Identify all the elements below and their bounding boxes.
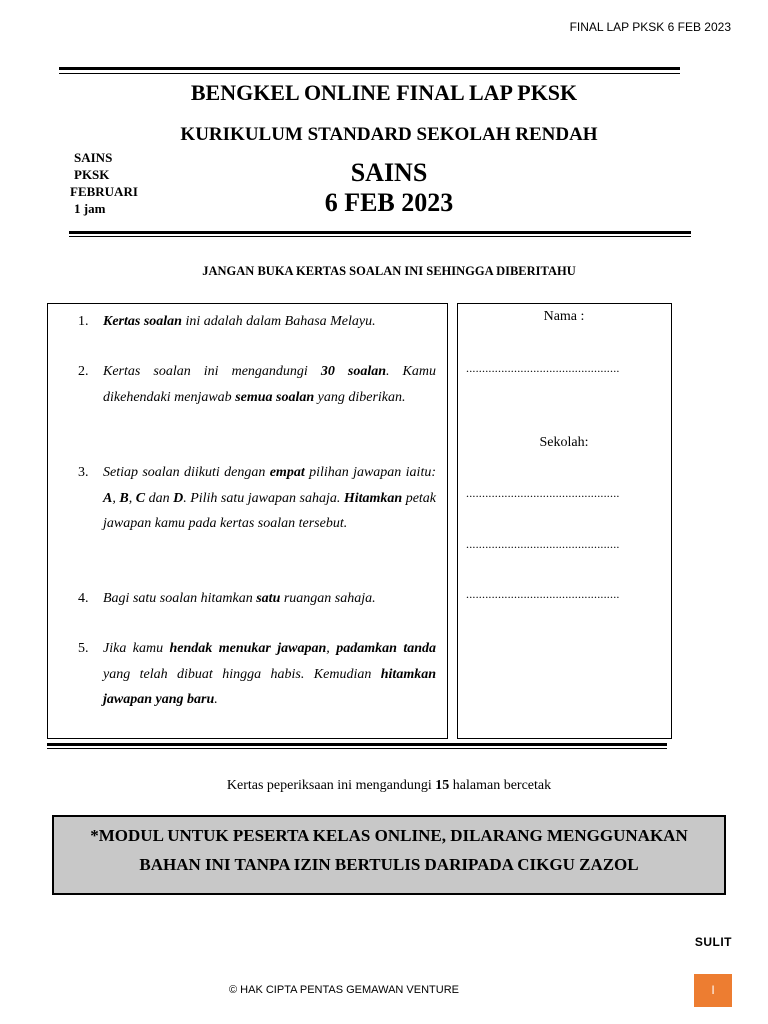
instruction-fragment: . Kamu dikehendaki menjawab	[103, 364, 437, 405]
instruction-text	[103, 309, 436, 335]
instruction-number: 5.	[78, 641, 89, 656]
copyright-notice-box	[52, 815, 726, 895]
page-number-badge: I	[694, 974, 732, 1007]
school-label: Sekolah:	[539, 435, 589, 450]
instruction-fragment: ,	[112, 490, 120, 506]
instruction-emphasis: satu	[256, 591, 281, 606]
instruction-fragment: .	[214, 692, 218, 707]
curriculum-title: KURIKULUM STANDARD SEKOLAH RENDAH	[180, 124, 598, 145]
page-count-value: 15	[435, 778, 450, 793]
instruction-fragment: yang diberikan.	[314, 389, 406, 405]
top-rule-thick	[59, 67, 680, 70]
notice-line-2: BAHAN INI TANPA IZIN BERTULIS DARIPADA CIKGU ZAZOL	[139, 855, 639, 874]
top-rule-thin	[59, 73, 680, 74]
instruction-fragment: ruangan sahaja.	[280, 591, 376, 606]
instruction-item	[78, 636, 436, 713]
page-count-post: halaman bercetak	[449, 778, 552, 793]
instruction-number: 3.	[78, 465, 89, 480]
instruction-item	[78, 460, 436, 537]
meta-month: FEBRUARI	[70, 184, 138, 199]
workshop-title: BENGKEL ONLINE FINAL LAP PKSK	[190, 80, 578, 105]
instruction-number: 4.	[78, 591, 89, 606]
subject-name: SAINS	[350, 158, 428, 187]
instruction-emphasis: A	[103, 490, 113, 506]
meta-exam: PKSK	[74, 167, 110, 182]
instruction-number: 1.	[78, 314, 89, 329]
instruction-emphasis: D	[173, 490, 184, 506]
warning-text: JANGAN BUKA KERTAS SOALAN INI SEHINGGA DIBERITAHU	[202, 264, 576, 278]
instruction-emphasis: Kertas soalan	[103, 314, 182, 329]
notice-line-1: *MODUL UNTUK PESERTA KELAS ONLINE, DILARANG MENGGUNAKAN	[90, 826, 688, 845]
instruction-fragment: ini adalah dalam Bahasa Melayu.	[181, 314, 376, 329]
school-line-1[interactable]: ................................................	[466, 486, 620, 500]
instruction-number: 2.	[78, 364, 89, 379]
name-label: Nama :	[543, 309, 585, 324]
instruction-fragment: ,	[326, 641, 337, 656]
instruction-text	[103, 636, 436, 713]
bottom-rule-thick	[47, 743, 667, 746]
instruction-text	[103, 460, 436, 537]
mid-rule-thin	[69, 236, 691, 237]
instruction-emphasis: B	[119, 490, 129, 506]
bottom-rule-thin	[47, 748, 667, 749]
sulit-label: SULIT	[694, 935, 732, 949]
subject-heading	[0, 158, 768, 218]
instruction-emphasis: 30 soalan	[320, 364, 387, 379]
instruction-item	[78, 359, 436, 410]
exam-date: 6 FEB 2023	[324, 188, 454, 217]
instruction-fragment: Bagi satu soalan hitamkan	[103, 591, 257, 606]
instruction-fragment: ,	[128, 490, 136, 506]
instruction-fragment: Setiap soalan diikuti dengan	[103, 465, 270, 480]
meta-subject: SAINS	[74, 150, 113, 165]
mid-rule-thick	[69, 231, 691, 234]
instruction-emphasis: Hitamkan	[343, 490, 403, 506]
instruction-emphasis: padamkan tanda	[336, 641, 436, 656]
instruction-emphasis: C	[135, 490, 146, 506]
school-line-2[interactable]: ................................................	[466, 537, 620, 551]
instruction-text	[103, 359, 436, 410]
instruction-emphasis: hitamkan jawapan yang baru	[103, 666, 436, 707]
copyright-footer: © HAK CIPTA PENTAS GEMAWAN VENTURE	[229, 984, 459, 996]
instruction-emphasis: hendak menukar jawapan	[169, 641, 327, 656]
instruction-fragment: Jika kamu	[103, 641, 170, 656]
instruction-fragment: . Pilih satu jawapan sahaja.	[183, 490, 344, 506]
page-count-note	[0, 778, 768, 794]
instruction-fragment: Kertas soalan ini mengandungi	[103, 364, 321, 379]
running-header: FINAL LAP PKSK 6 FEB 2023	[569, 20, 731, 34]
instruction-emphasis: empat	[269, 465, 305, 480]
instruction-text	[103, 586, 436, 612]
page-count-pre: Kertas peperiksaan ini mengandungi	[226, 778, 436, 793]
name-line[interactable]: ................................................	[466, 361, 620, 375]
instruction-fragment: petak jawapan kamu pada kertas soalan tersebut.	[103, 490, 437, 531]
instruction-item	[78, 586, 436, 612]
meta-duration: 1 jam	[74, 201, 106, 216]
instruction-fragment: pilihan jawapan iaitu:	[304, 465, 436, 480]
instruction-item	[78, 309, 436, 335]
school-line-3[interactable]: ................................................	[466, 587, 620, 601]
instruction-fragment: dan	[145, 490, 174, 506]
instruction-fragment: yang telah dibuat hingga habis. Kemudian	[103, 666, 381, 682]
instruction-emphasis: semua soalan	[235, 389, 315, 405]
